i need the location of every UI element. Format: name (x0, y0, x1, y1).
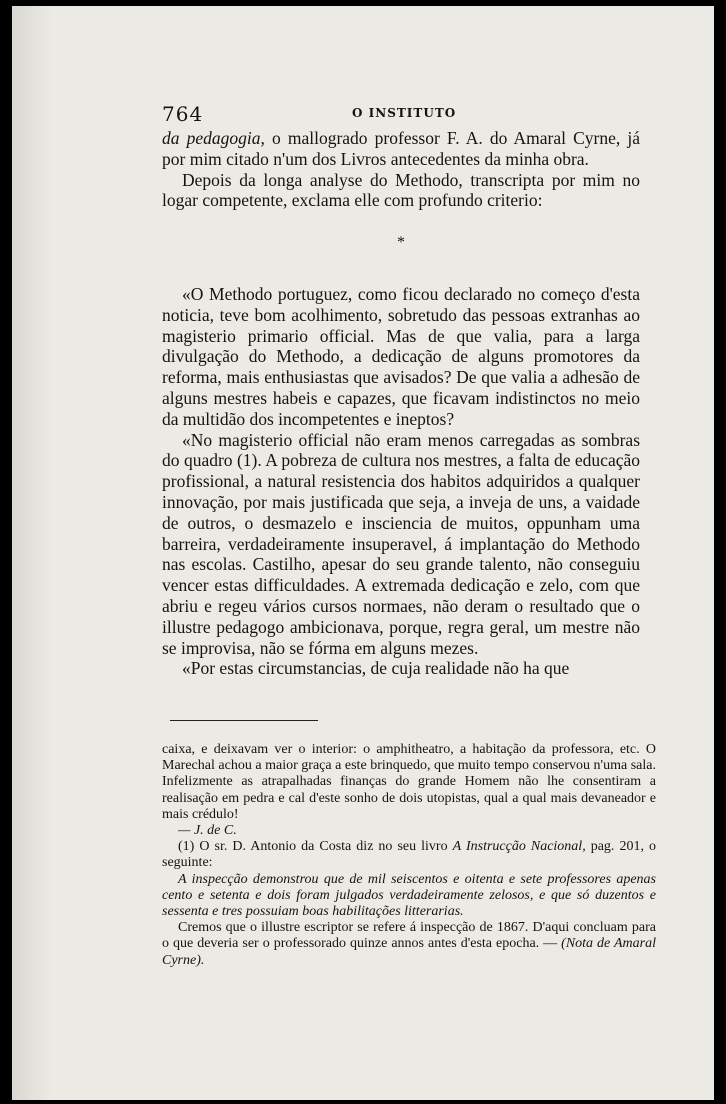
footnote-remark (162, 920, 656, 969)
footnotes (162, 742, 656, 969)
footnote-rule (170, 720, 318, 721)
paragraph-1-text: o mallogrado professor F. A. do Amaral Cyrne, já por mim citado n'um dos Livros antecedentes da minha obra. (162, 128, 640, 169)
footnote-quote-text: A inspecção demonstrou que de mil seiscentos e oitenta e sete professores apenas cento e setenta e dois foram julgados verdadeiramente zelosos, e que só duzentos e sessenta e tres possuiam boas habilitações litterarias. (162, 871, 656, 920)
footnote-quote (162, 872, 656, 921)
footnote-signature (162, 823, 656, 839)
footnote-attribution: (Nota de Amaral Cyrne). (162, 936, 656, 968)
page-gutter-shadow (12, 6, 52, 1100)
paragraph-2: Depois da longa analyse do Methodo, transcripta por mim no logar competente, exclama elle com profundo criterio: (162, 169, 640, 211)
book-page (12, 6, 714, 1100)
paragraph-4: «No magisterio official não eram menos carregadas as sombras do quadro (1). A pobreza de cultura nos mestres, a falta de educação profissional, a natural resistencia dos habitos adquiridos a qualquer innovação, por mais justificada que seja, a inveja de uns, a vaidade de outros, o desmazelo e insciencia de muitos, oppunham uma barreira, verdadeiramente insuperavel, á implantação do Methodo nas escolas. Castilho, apesar do seu grande talento, não conseguiu vencer estas difficuldades. A extremada dedicação e zelo, com que abriu e regeu vários cursos normaes, não deram o resultado que o illustre pedagogo ambicionava, porque, regra geral, um mestre não se improvisa, não se fórma em alguns mezes. (162, 429, 640, 658)
paragraph-5: «Por estas circumstancias, de cuja realidade não ha que (182, 658, 570, 679)
footnote-continued: caixa, e deixavam ver o interior: o amphitheatro, a habitação da professora, etc. O Marechal achou a maior graça a este brinquedo, que muito tempo conservou n'uma sala. Infelizmente as atrapalhadas finanças do grande Homem não lhe consentiram a realisação em pedra e cal d'este sonho de dois utopistas, qual a qual mais devaneador e mais crédulo! (162, 742, 656, 822)
paragraph-1-italic: da pedagogia, (162, 128, 265, 148)
footnote-signature-text: — J. de C. (178, 823, 237, 839)
page-header (162, 102, 652, 128)
footnote-1 (162, 839, 656, 871)
footnote-1-lead: (1) O sr. D. Antonio da Costa diz no seu livro (178, 839, 453, 855)
running-title: O INSTITUTO (352, 106, 457, 120)
footnote-remark-text: Cremos que o illustre escriptor se refere á inspecção de 1867. D'aqui concluam para o que deveria ser o professorado quinze annos antes d'esta epocha. — (162, 920, 656, 952)
footnote-1-title: A Instrucção Nacional, (452, 839, 586, 855)
paragraph-1 (162, 128, 640, 170)
main-text (162, 128, 640, 679)
page-number: 764 (162, 102, 204, 126)
section-ornament: * (397, 234, 405, 252)
paragraph-3: «O Methodo portuguez, como ficou declarado no começo d'esta noticia, teve bom acolhimento, sobretudo das pessoas extranhas ao magisterio primario official. Mas de que valia, para a larga divulgação do Methodo, a dedicação de alguns promotores da reforma, mais enthusiastas que avisados? De que valia a adhesão de alguns mestres habeis e capazes, que ficavam indistinctos no meio da multidão dos incompetentes e ineptos? (162, 283, 640, 429)
footnote-1-tail: pag. 201, o seguinte: (162, 839, 656, 871)
